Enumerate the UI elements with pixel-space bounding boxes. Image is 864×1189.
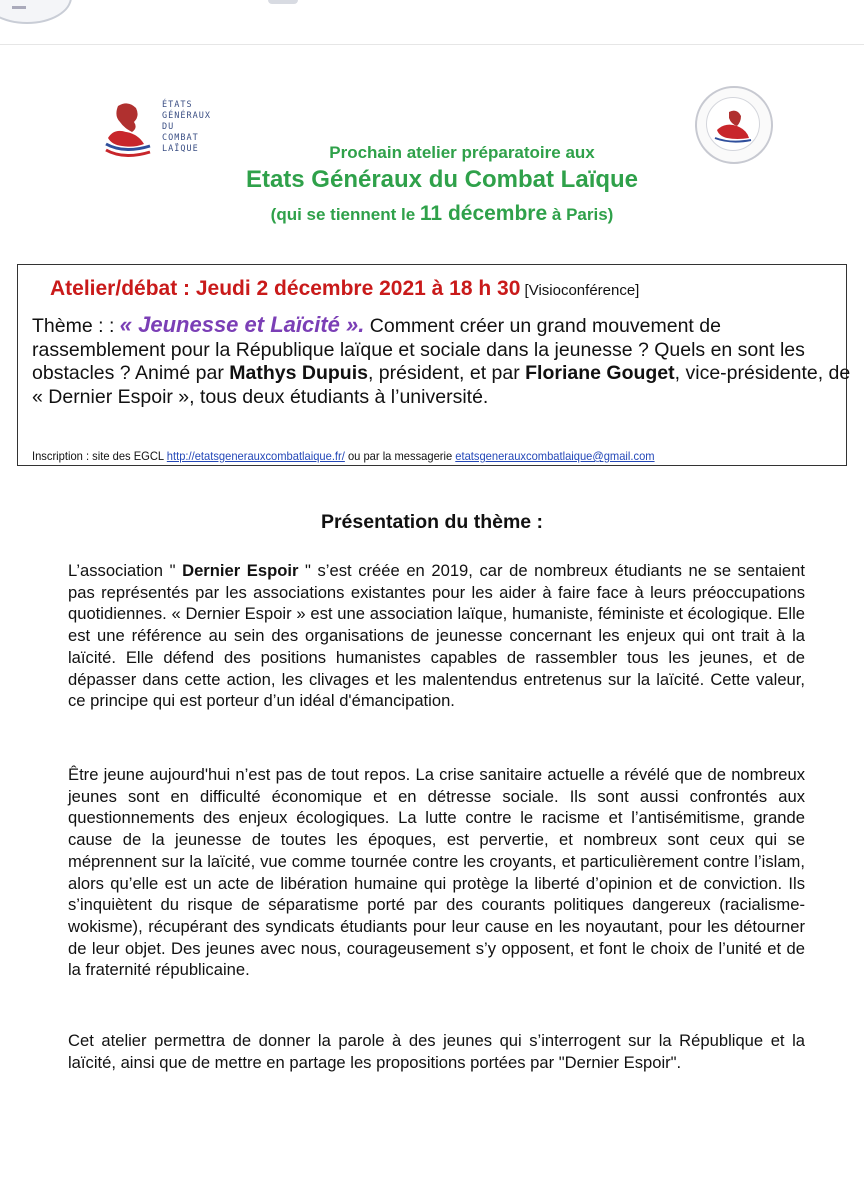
paragraph-1-bold: Dernier Espoir — [182, 561, 299, 580]
inscription-email-link[interactable]: etatsgenerauxcombatlaique@gmail.com — [455, 449, 655, 463]
header-line-1: Prochain atelier préparatoire aux — [329, 143, 595, 162]
header-line-3-c: à Paris) — [547, 205, 614, 224]
theme-text-1: Comment créer un grand mouvement de rassemblement pour la République laïque et sociale dans la jeunesse ? Quels en sont les obstacles ? Animé par — [32, 315, 805, 384]
inscription-url-link[interactable]: http://etatsgenerauxcombatlaique.fr/ — [166, 449, 345, 463]
top-decoration — [268, 0, 298, 4]
paragraph-1 — [68, 560, 805, 712]
inscription-line — [32, 449, 655, 463]
inscription-label: Inscription : site des EGCL — [32, 449, 167, 463]
theme-text — [32, 313, 852, 409]
atelier-title: Atelier/débat : Jeudi 2 décembre 2021 à 18 h 30 — [50, 277, 521, 300]
top-seal-logo — [0, 0, 72, 24]
header-line-3-a: (qui se tiennent le — [270, 205, 420, 224]
person-2: Floriane Gouget — [525, 362, 675, 384]
header-title: Etats Généraux du Combat Laïque — [245, 166, 639, 193]
paragraph-2: Être jeune aujourd'hui n’est pas de tout repos. La crise sanitaire actuelle a révélé que de nombreux jeunes sont en difficulté économique et en détresse sociale. Ils sont aussi confrontés aux questionnements des enjeux écologiques. La lutte contre le racisme et l’antisémitisme, grande cause de la jeunesse de toutes les époques, est pervertie, et nombreux sont ceux qui se méprennent sur la laïcité, vue comme tournée contre les croyants, et particulièrement contre l’islam, alors qu’elle est un acte de libération humaine qui protège la liberté d’opinion et de conviction. Ils s’inquiètent du risque de séparatisme porté par des courants politiques dangereux (racialisme-wokisme), récupérant des syndicats étudiants pour leur cause en les noyautant, pour les détourner de leur objet. Des jeunes avec nous, courageusement s’y opposent, et font le choix de l’unité et de la fraternité républicaine. — [68, 765, 805, 980]
atelier-format: [Visioconférence] — [520, 282, 640, 299]
header-line-3 — [10, 202, 864, 226]
paragraph-3: Cet atelier permettra de donner la parole à des jeunes qui s’interrogent sur la République et la laïcité, ainsi que de mettre en partage les propositions portées par "Dernier Espoir". — [68, 1031, 805, 1072]
top-bar — [0, 0, 864, 45]
logo-letters: ÉTATS GÉNÉRAUX DU COMBAT LAÏQUE — [162, 100, 211, 154]
header-date: 11 décembre — [419, 202, 548, 225]
paragraph-1-c: " s’est créée en 2019, car de nombreux étudiants ne se sentaient pas représentés par les associations existantes pour les aider à faire face à leurs préoccupations quotidiennes. « Dernier Espoir » est une association laïque, humaniste, féministe et écologique. Elle est une référence au sein des organisations de jeunesse concernant les enjeux qui ont trait à la laïcité. Elle défend des positions humanistes capables de rassembler tous les jeunes, et de dépasser dans cette action, les clivages et les malentendus entretenus sur la laïcité. Cette valeur, ce principe qui est porteur d’un idéal d'émancipation. — [68, 561, 805, 711]
paragraph-1-a: L’association " — [68, 561, 183, 580]
theme-prefix: Thème : : — [32, 315, 120, 337]
theme-text-2: , président, et par — [367, 362, 526, 384]
person-1: Mathys Dupuis — [229, 362, 368, 384]
theme-name: « Jeunesse et Laïcité ». — [119, 312, 365, 337]
theme-text-3: , vice-présidente, de « Dernier Espoir », tous deux étudiants à l’université. — [32, 362, 851, 408]
presentation-title: Présentation du thème : — [320, 511, 544, 533]
inscription-middle: ou par la messagerie — [344, 449, 456, 463]
atelier-heading — [50, 277, 639, 301]
